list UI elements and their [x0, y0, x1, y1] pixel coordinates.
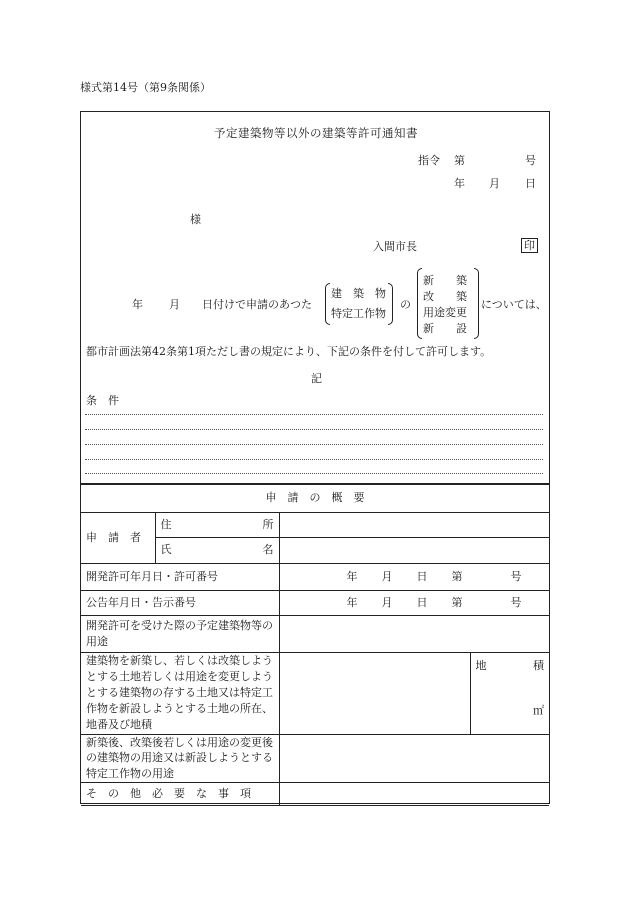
- land-location-label: 建築物を新築し、若しくは改築しようとする土地若しくは用途を変更しようとする建築物の存する土地又は特定工作物を新設しようとする土地の所在、地番及び地積: [81, 652, 279, 734]
- body-no: の: [400, 298, 411, 311]
- notice-field[interactable]: [279, 590, 549, 615]
- notice-dai: 第: [451, 595, 463, 609]
- object-bracket-left: [325, 283, 330, 325]
- action-bracket-left: [417, 268, 422, 339]
- action-bracket-right: [474, 268, 479, 339]
- post-use-field[interactable]: [279, 734, 549, 783]
- name-label-1: 氏: [160, 543, 172, 557]
- seal-text: 印: [521, 238, 538, 253]
- applicant-label: 申 請 者: [81, 512, 155, 563]
- address-label-2: 所: [262, 517, 274, 531]
- dev-permit-field[interactable]: [279, 563, 549, 590]
- action-option-change-use: 用途変更: [423, 306, 467, 319]
- notice-day: 日: [416, 595, 428, 609]
- issue-year: 年: [454, 177, 465, 190]
- body-legal-basis: 都市計画法第42条第1項ただし書の規定により、下記の条件を付して許可します。: [86, 345, 492, 358]
- object-bracket-right: [388, 283, 393, 325]
- address-label-cell: [155, 512, 279, 537]
- dev-permit-day: 日: [416, 569, 428, 583]
- seal-mark: [521, 238, 538, 253]
- dev-permit-go: 号: [510, 569, 522, 583]
- land-area-label-2: 積: [533, 658, 544, 672]
- form-number: 様式第14号（第9条関係）: [80, 81, 211, 94]
- issue-day: 日: [525, 177, 536, 190]
- condition-line: [85, 429, 543, 430]
- dev-permit-month: 月: [381, 569, 393, 583]
- notice-month: 月: [381, 595, 393, 609]
- address-field[interactable]: [279, 512, 549, 537]
- other-matters-label: そ の 他 必 要 な 事 項: [81, 783, 279, 806]
- action-option-install: 新 設: [423, 322, 467, 335]
- conditions-label: 条 件: [86, 394, 119, 407]
- directive-go: 号: [525, 154, 536, 167]
- body-year: 年: [132, 298, 143, 311]
- body-tail: については、: [481, 298, 547, 311]
- condition-line: [85, 459, 543, 460]
- dev-permit-label: 開発許可年月日・許可番号: [81, 563, 279, 590]
- condition-line: [85, 473, 543, 474]
- notice-year: 年: [346, 595, 358, 609]
- other-matters-field[interactable]: [279, 783, 549, 806]
- issuer-name: 入間市長: [373, 240, 417, 253]
- post-use-label: 新築後、改築後若しくは用途の変更後の建築物の用途又は新設しようとする特定工作物の用途: [81, 734, 279, 783]
- body-date-phrase: 日付けで申請のあつた: [202, 298, 312, 311]
- condition-line: [85, 414, 543, 415]
- planned-use-label: 開発許可を受けた際の予定建築物等の用途: [81, 615, 279, 652]
- object-option-building: 建 築 物: [331, 287, 386, 300]
- action-option-new: 新 築: [423, 274, 467, 287]
- name-label-cell: [155, 537, 279, 563]
- issue-month: 月: [489, 177, 500, 190]
- summary-heading: 申 請 の 概 要: [81, 484, 549, 512]
- dev-permit-year: 年: [346, 569, 358, 583]
- notice-go: 号: [510, 595, 522, 609]
- body-month: 月: [169, 298, 180, 311]
- dev-permit-dai: 第: [451, 569, 463, 583]
- notice-form: [80, 111, 550, 804]
- directive-label: 指令: [418, 154, 440, 167]
- land-area-label-1: 地: [475, 658, 487, 672]
- condition-line: [85, 444, 543, 445]
- ki-marker: 記: [311, 372, 322, 385]
- address-label-1: 住: [160, 517, 172, 531]
- notice-label: 公告年月日・告示番号: [81, 590, 279, 615]
- directive-dai: 第: [454, 154, 465, 167]
- land-area-unit: ㎡: [533, 704, 544, 718]
- addressee-suffix: 様: [190, 213, 201, 226]
- land-location-field[interactable]: [279, 652, 470, 734]
- application-summary-table: [81, 483, 549, 806]
- action-option-rebuild: 改 築: [423, 290, 467, 303]
- name-label-2: 名: [262, 543, 274, 557]
- document-title: 予定建築物等以外の建築等許可通知書: [214, 126, 418, 140]
- land-area-cell[interactable]: [470, 652, 549, 734]
- object-option-structure: 特定工作物: [331, 307, 386, 320]
- planned-use-field[interactable]: [279, 615, 549, 652]
- name-field[interactable]: [279, 537, 549, 563]
